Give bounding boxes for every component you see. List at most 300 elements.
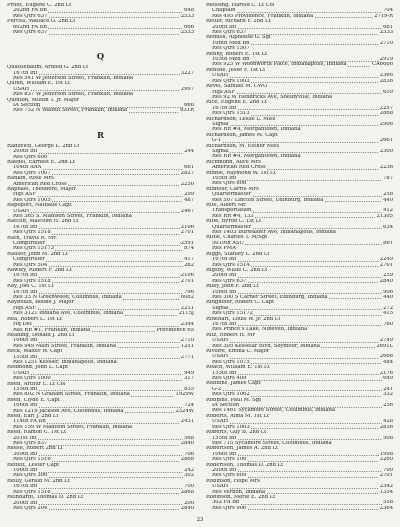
dot-leader xyxy=(52,171,180,176)
entry-name: Raphael, Theodore, Major xyxy=(7,186,76,192)
dot-leader xyxy=(248,376,382,381)
entry-name: Reffett, Lester Capt xyxy=(7,462,60,468)
line-text: Res 752 N Walnut Street, Franklin, Indiana xyxy=(13,108,128,114)
directory-entry xyxy=(206,398,393,414)
phone-number: 417 xyxy=(184,257,194,263)
phone-number: 1998 xyxy=(379,451,393,457)
line-text: 106th Inf xyxy=(13,403,38,409)
phone-number: 787 xyxy=(383,176,393,181)
phone-number: 861 xyxy=(383,240,393,246)
entry-name: Riddle, Raymond W. 1st Lt xyxy=(206,170,276,176)
line-text: Quartermaster xyxy=(212,224,252,230)
directory-entry xyxy=(7,463,194,479)
line-text: Res 1219 Jackson Ave, Columbus, Indiana xyxy=(13,408,124,414)
phone-number: 704 xyxy=(383,8,393,14)
entry-name: Revel, Samuel M. CWO xyxy=(206,84,268,90)
line-text: 155th Inf xyxy=(13,386,38,392)
line-text: Comptroller xyxy=(13,241,45,246)
entry-name: Riffe, Byron C. 1st Lt xyxy=(206,219,262,225)
line-text: Res RR #4, Morgantown, Indiana xyxy=(212,127,301,133)
line-text: Res Qtrs 1507 xyxy=(212,46,250,52)
line-text: Res Qtrs 609 xyxy=(212,473,247,479)
directory-entry xyxy=(7,236,194,252)
line-text: Res 802 N Graham Street, Franklin, Indiana xyxy=(13,392,130,398)
directory-entry xyxy=(206,144,393,160)
phone-number: 874 xyxy=(184,246,194,252)
entry-name: Reed, Arthur L. Lt Col xyxy=(7,381,66,387)
entry-name: Richardson, M. Esther Miss xyxy=(206,143,280,149)
phone-number: 760 xyxy=(383,321,393,327)
directory-entry xyxy=(7,284,194,300)
dot-leader xyxy=(251,263,379,268)
left-column xyxy=(7,3,194,511)
phone-number: 2176 xyxy=(379,370,393,376)
line-text: Res Qtrs 1005 xyxy=(13,197,51,203)
line-text: 309th Inf xyxy=(13,451,38,457)
phone-number: 649 xyxy=(383,376,393,382)
directory-entry xyxy=(7,98,194,114)
phone-number: 2106 xyxy=(180,273,194,279)
phone-number: 700 xyxy=(383,467,393,473)
dot-leader xyxy=(131,392,174,397)
entry-name: Riley, John F. 2nd Lt xyxy=(206,284,259,290)
entry-name: Rankin, Rose Mrs xyxy=(7,176,54,182)
line-text: Res Qtrs 1516 xyxy=(13,489,51,495)
entry-name: Rauser, John M. 2nd Lt xyxy=(7,251,68,257)
line-text: USAH xyxy=(13,208,30,214)
line-text: Quartermaster xyxy=(212,192,252,198)
dot-leader xyxy=(251,41,379,46)
phone-number: 258 xyxy=(383,192,393,198)
phone-number: 2364 xyxy=(379,505,393,511)
dot-leader xyxy=(315,14,374,19)
line-text: 155th Inf xyxy=(13,354,38,360)
phone-number: 262 xyxy=(184,262,194,268)
directory-entry xyxy=(7,203,194,219)
line-text: Res Qtrs 906 xyxy=(212,505,247,511)
phone-number: 256 xyxy=(383,403,393,409)
dot-leader xyxy=(39,149,183,154)
dot-leader xyxy=(348,62,371,67)
line-text: Res 1403 Burwalder Ave, Indianapolis, Indiana xyxy=(212,230,336,236)
line-text: Res 715 Sycamore Street, Columbus, Indiana xyxy=(212,440,332,446)
phone-number: 2749 xyxy=(379,338,393,344)
dot-leader xyxy=(125,409,174,414)
phone-number: 2115J xyxy=(178,311,194,317)
entry-name: Roberts, Alma M. 1st Lt xyxy=(206,413,269,419)
entry-name: Reed, Earl J. 2nd Lt xyxy=(7,414,59,419)
directory-entry xyxy=(7,160,194,176)
line-text: 200th Inf xyxy=(13,149,38,155)
directory-entry xyxy=(7,446,194,462)
line-text: American Red Cross xyxy=(13,181,67,187)
entry-name: Reilly, Gerald M. 2nd Lt xyxy=(7,478,70,484)
entry-name: Ray, Joel C. 1st Lt xyxy=(7,284,54,290)
phone-number: 2868 xyxy=(180,457,194,463)
line-text: 105th Inf xyxy=(212,176,237,181)
line-text: Res RR #1, Franklin, Indiana xyxy=(13,327,91,333)
entry-name: Reese, Robert 2nd Lt xyxy=(7,446,63,452)
directory-entry xyxy=(206,252,393,268)
entry-name: Richardson, Leslie L. Miss xyxy=(206,116,276,122)
phone-number: 428 xyxy=(383,419,393,425)
entry-name: Redmond, John L. Capt xyxy=(7,365,69,371)
directory-entry xyxy=(206,84,393,100)
phone-number: 2771 xyxy=(180,354,194,360)
phone-number: Providence 65 xyxy=(156,327,194,333)
entry-name: Rath, Travis R. Mr. xyxy=(7,235,57,241)
line-text: 106th Inf xyxy=(212,451,237,457)
line-text: Chaplain xyxy=(212,8,236,14)
line-text: 167th Inf xyxy=(13,273,38,279)
directory-section xyxy=(7,3,194,35)
directory-entry xyxy=(206,68,393,84)
directory-entry xyxy=(7,65,194,81)
dot-leader xyxy=(329,295,382,300)
phone-number: CA6606 xyxy=(372,62,393,68)
entry-name: Riggs, Stanley L. 2nd Lt xyxy=(206,251,270,257)
line-text: Hq Det xyxy=(13,322,32,328)
line-text: 200th Inf xyxy=(212,24,237,30)
line-text: USAH xyxy=(13,370,30,376)
directory-entry xyxy=(7,333,194,349)
line-text: Res Qtrs 1003 xyxy=(212,78,250,84)
phone-number: 2249 xyxy=(379,257,393,263)
dot-leader xyxy=(251,425,379,430)
dot-leader xyxy=(248,473,379,478)
entry-name: Rife, Albert Mr. xyxy=(206,203,247,209)
phone-number: 2906 xyxy=(379,121,393,127)
line-text: Res Qtrs 1000 xyxy=(13,376,51,382)
line-text: 167th Inf xyxy=(13,289,38,295)
entry-name: Rawley, Robert F. 2nd Lt xyxy=(7,268,72,274)
phone-number: 2431 xyxy=(180,419,194,425)
entry-name: Reck, Walter W. Capt xyxy=(7,349,63,355)
directory-entry xyxy=(7,252,194,268)
line-text: 155th Inf xyxy=(212,370,237,376)
phone-number: 200 xyxy=(184,500,194,506)
phone-number: 244 xyxy=(184,149,194,155)
entry-name: Reissing, Harold C. Lt Col xyxy=(206,3,275,8)
line-text: IA Section xyxy=(212,403,240,409)
phone-number: 706 xyxy=(184,451,194,457)
directory-entry xyxy=(206,160,393,171)
dot-leader xyxy=(129,108,179,113)
directory-entry xyxy=(206,133,393,144)
directory-entry xyxy=(206,381,393,397)
line-text: Res Qtrs 306 xyxy=(13,473,48,479)
directory-entry xyxy=(7,382,194,398)
directory-entry xyxy=(206,235,393,251)
directory-entry xyxy=(206,495,393,511)
residence-line xyxy=(7,30,194,35)
entry-name: Ridnour, Carrie Mrs xyxy=(206,186,259,192)
entry-name: Ritz, Robert H. Mr xyxy=(206,332,255,338)
line-text: Res Qtrs 637 xyxy=(212,278,247,284)
entry-name: Remish, Alphonse G. Sgt xyxy=(206,35,271,41)
entry-name: Rea, Robert L. 1st Lt xyxy=(7,316,62,322)
phone-number: 2344 xyxy=(180,322,194,328)
dot-leader xyxy=(55,246,183,251)
entry-name: Roach, William E. 1st Lt xyxy=(206,365,270,371)
line-text: Res 300 S Carner Street, Edinburg, Indiana xyxy=(212,294,328,300)
line-text: Res 949 Main Street, Franklin, Indiana xyxy=(13,343,117,349)
phone-number: 2710 xyxy=(379,40,393,46)
dot-leader xyxy=(49,506,180,511)
line-text: Res Vernon, Indiana xyxy=(212,489,266,495)
dot-leader xyxy=(248,506,379,511)
phone-number: 508 xyxy=(383,435,393,441)
directory-entry xyxy=(7,414,194,430)
phone-number: 2868 xyxy=(379,111,393,117)
dot-leader xyxy=(49,30,180,35)
phone-number: 241 xyxy=(383,386,393,392)
line-text: 105th Med Bn xyxy=(212,57,250,63)
line-text: Res Qtrs 637 xyxy=(13,30,48,36)
entry-name: Robbins, James Capt xyxy=(206,381,261,387)
line-text: Res Qtrs 409 xyxy=(212,376,247,382)
entry-name: Reinhardt, Thomas D. 2nd Lt xyxy=(7,495,84,501)
line-text: Res 305 Kesselar Blvd, Seymour, Indiana xyxy=(212,343,320,349)
phone-number: 2836 xyxy=(379,424,393,430)
directory-entry xyxy=(7,495,194,511)
entry-name: Ratcliff, Malcolm H. 2nd Lt xyxy=(7,219,79,225)
phone-number: 648 xyxy=(184,8,194,14)
dot-leader xyxy=(92,328,156,333)
entry-name: Radovich, George L. 2nd Lt xyxy=(7,143,80,149)
line-text: Res 3121 Indiana Ave, Columbus, Indiana xyxy=(13,311,124,317)
directory-entry xyxy=(206,171,393,187)
line-text: G-1 xyxy=(212,138,222,144)
phone-number: 2701 xyxy=(180,230,194,236)
dot-leader xyxy=(52,198,183,203)
entry-name: Robinson, Merle E. 2nd Lt xyxy=(206,494,276,500)
line-text: Res 92 W Hendricks Ave, Shelbyville, Indiana xyxy=(212,94,333,100)
entry-name: Renshe, Jesse F. 1st Lt xyxy=(206,67,266,73)
phone-number: 2827 xyxy=(180,170,194,176)
residence-line xyxy=(7,506,194,511)
residence-line xyxy=(7,108,194,113)
entry-name: Robbins, Paul M. Sgt xyxy=(206,397,262,403)
line-text: 167th Inf xyxy=(212,257,237,263)
line-text: 5019th ASU xyxy=(212,240,244,246)
phone-number: 2840 xyxy=(180,441,194,447)
line-text: Signal xyxy=(212,305,229,311)
directory-entry xyxy=(7,176,194,187)
phone-number: 2533 xyxy=(180,30,194,36)
phone-number: 2701 xyxy=(180,278,194,284)
line-text: Res 365 S. Madison Street, Franklin, Indiana xyxy=(13,213,132,219)
line-text: 201st Inf xyxy=(13,435,37,441)
entry-name: Pruitt, Eugene C. 2nd Lt xyxy=(7,3,72,8)
phone-number: 2666 xyxy=(379,354,393,360)
phone-number: 2661 xyxy=(379,138,393,144)
directory-entry xyxy=(206,35,393,51)
dot-leader xyxy=(248,279,379,284)
directory-entry xyxy=(7,365,194,381)
phone-number: 2919 xyxy=(379,57,393,63)
dot-leader xyxy=(52,457,180,462)
line-text: USAH xyxy=(212,484,229,490)
directory-section xyxy=(7,35,194,113)
line-text: Signal xyxy=(212,121,229,127)
entry-name: Rivoire, Emma C. Major xyxy=(206,349,270,354)
entry-name: Renny, Robert E. 1st Lt xyxy=(206,51,268,57)
directory-entry xyxy=(7,300,194,316)
entry-name: Reed, Ramon C. 1st Lt xyxy=(7,430,67,436)
directory-entry xyxy=(206,268,393,284)
entry-name: Quattlebaum, Arnold G. 2nd Lt xyxy=(7,65,89,71)
phone-number: 796 xyxy=(184,289,194,295)
right-column xyxy=(206,3,393,511)
directory-entry xyxy=(206,479,393,495)
entry-name: Ringhofer, Robert C. Capt xyxy=(206,300,275,306)
phone-number: 2467 xyxy=(180,208,194,214)
phone-number: 2836 xyxy=(379,78,393,84)
line-text: Res Qtrs 606 xyxy=(13,154,48,160)
directory-entry xyxy=(206,349,393,365)
directory-entry xyxy=(206,284,393,300)
line-text: Res 507 Lincoln Street, Edinburg, Indiana xyxy=(212,197,324,203)
line-text: American Red Cross xyxy=(212,165,266,171)
phone-number: 666 xyxy=(184,24,194,30)
directory-entry xyxy=(206,187,393,203)
phone-number: 568 xyxy=(184,435,194,441)
entry-name: Reading, Donald J. 2nd Lt xyxy=(7,332,75,338)
directory-entry xyxy=(7,144,194,160)
entry-name: Purcell, Wallace G. 2nd Lt xyxy=(7,19,76,25)
dot-leader xyxy=(118,344,180,349)
phone-number: 2533 xyxy=(379,30,393,36)
phone-number: 2366 xyxy=(379,73,393,79)
line-text: Hqs ASF xyxy=(13,192,37,198)
phone-number: 299 xyxy=(184,192,194,198)
entry-name: Roberts, Guy B. 2nd Lt xyxy=(206,430,267,436)
entry-name: Robertson, James A. 2nd Lt xyxy=(206,446,279,452)
entry-name: Richmond, Alice Mrs xyxy=(206,159,261,165)
directory-entry xyxy=(206,3,393,19)
line-text: Res Qtrs 1003 xyxy=(212,424,250,430)
directory-entry xyxy=(206,52,393,68)
line-text: Res Prince's Lake, Nineveh, Indiana xyxy=(212,327,308,333)
phone-number: 661 xyxy=(184,165,194,171)
directory-section xyxy=(206,3,393,511)
phone-number: 259 xyxy=(383,273,393,279)
phone-number: 1929W xyxy=(175,392,194,398)
phone-number: 332 xyxy=(383,392,393,398)
directory-entry xyxy=(206,100,393,116)
directory-entry xyxy=(7,398,194,414)
phone-number: 2300 xyxy=(379,148,393,154)
directory-entry xyxy=(7,3,194,19)
phone-number: 415 xyxy=(383,311,393,317)
line-text: Res Qtrs 637 xyxy=(13,13,48,19)
directory-entry xyxy=(7,187,194,203)
dot-leader xyxy=(52,279,180,284)
entry-name: Richardson, James M. Capt xyxy=(206,132,278,138)
phone-number: 2250 xyxy=(180,181,194,187)
line-text: Comptroller xyxy=(13,257,45,263)
entry-name: Raybould, Boone J. Major xyxy=(7,300,74,306)
directory-section xyxy=(7,114,194,511)
page-number: 23 xyxy=(196,517,204,523)
phone-number: 2260 xyxy=(379,457,393,463)
phone-number: 2591 xyxy=(180,241,194,246)
line-text: Res Qtrs 1062 xyxy=(212,392,250,398)
dot-leader xyxy=(238,176,382,181)
residence-line xyxy=(206,506,393,511)
entry-name: Raedel, Earnest E. 2nd Lt xyxy=(7,159,75,165)
line-text: Res 495 Providence, Franklin, Indiana xyxy=(212,13,314,19)
line-text: Res Qtrs 1513 xyxy=(212,111,250,117)
line-text: Res Qtrs 1516 xyxy=(13,457,51,463)
phone-number: 1354 xyxy=(379,489,393,495)
directory-entry xyxy=(7,219,194,235)
directory-entry xyxy=(7,430,194,446)
line-text: USAH xyxy=(212,338,229,344)
phone-number: 631R xyxy=(180,108,194,114)
phone-number: 666 xyxy=(184,103,194,109)
entry-name: Rapoport, Nathalie Capt xyxy=(7,203,72,209)
phone-number: 2719-R xyxy=(374,13,393,19)
phone-number: 2840 xyxy=(379,278,393,284)
directory-entry xyxy=(206,117,393,133)
line-text: Hqs ASF xyxy=(13,305,37,311)
phone-number: 302 xyxy=(184,473,194,479)
directory-entry xyxy=(206,333,393,349)
phone-number: 242 xyxy=(184,468,194,474)
line-text: USAH xyxy=(212,419,229,425)
entry-name: Rinehart, Louis W. Jr. 2nd Lt xyxy=(206,316,281,322)
phone-number: 2868 xyxy=(180,489,194,495)
dot-leader xyxy=(251,79,379,84)
section-letter-heading: R xyxy=(96,130,105,141)
dot-leader xyxy=(52,230,180,235)
line-text: 602nd FA Bn xyxy=(13,24,47,30)
phone-number: 317 xyxy=(184,376,194,382)
phone-number: 2342 xyxy=(379,484,393,490)
line-text: Res Qtrs 606 xyxy=(212,181,247,187)
phone-number: 906 xyxy=(383,289,393,295)
directory-entry xyxy=(206,317,393,333)
line-text: Res RR #4, Morgantown, Indiana xyxy=(212,154,301,160)
dot-leader xyxy=(52,376,183,381)
entry-name: Reed, Clyde E. Capt xyxy=(7,397,60,403)
line-text: 200th Inf xyxy=(212,273,237,279)
phone-number: 634 xyxy=(383,224,393,230)
directory-entry xyxy=(206,446,393,462)
dot-leader xyxy=(123,295,180,300)
phone-number: 440 xyxy=(383,294,393,300)
line-text: 167th Inf xyxy=(13,224,38,230)
line-text: Res Qtrs 204 xyxy=(13,505,48,511)
entry-name: Riffle, Charles T. M/Sgt xyxy=(206,235,268,241)
line-text: Res Qtrs 637 xyxy=(212,30,247,36)
line-text: Res 837 W Jefferson Street, Franklin, Indiana xyxy=(13,92,134,98)
directory-entry xyxy=(206,414,393,430)
line-text: 167th Inf xyxy=(13,70,38,76)
line-text: USAH xyxy=(212,354,229,360)
directory-entry xyxy=(206,219,393,235)
phone-number: 484 xyxy=(383,359,393,365)
phone-number: 2710 xyxy=(180,338,194,344)
entry-name: Rice, Eugene E. 2nd Lt xyxy=(206,100,267,106)
dot-leader xyxy=(245,241,382,246)
phone-number: 2257 xyxy=(379,105,393,111)
phone-number: 661 xyxy=(383,24,393,30)
line-text: Res Qtrs 1075 xyxy=(212,359,250,365)
phone-number: 2840 xyxy=(180,505,194,511)
